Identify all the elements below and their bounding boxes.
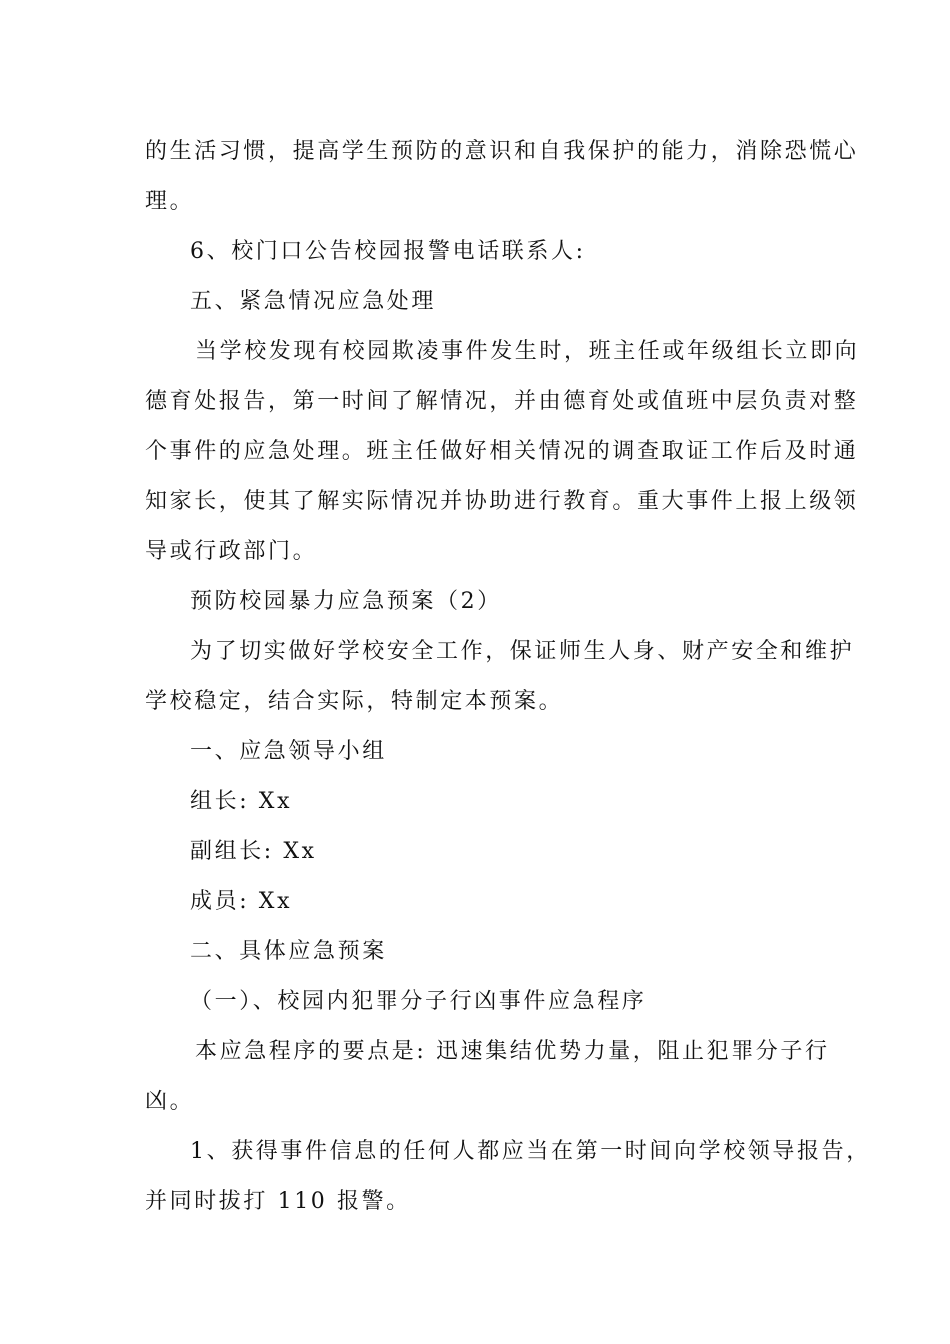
paragraph-line: 学校稳定，结合实际，特制定本预案。 — [145, 689, 564, 714]
section-heading: 五、紧急情况应急处理 — [190, 289, 437, 314]
paragraph-line: 本应急程序的要点是: 迅速集结优势力量，阻止犯罪分子行 — [195, 1039, 830, 1064]
team-leader-line: 组长: Xx — [190, 789, 293, 814]
paragraph-line: 理。 — [145, 189, 195, 214]
section-heading: 一、应急领导小组 — [190, 739, 387, 764]
paragraph-line: 并同时拔打 110 报警。 — [145, 1189, 411, 1214]
list-item: 1、获得事件信息的任何人都应当在第一时间向学校领导报告， — [190, 1139, 871, 1164]
list-item: 6、校门口公告校园报警电话联系人: — [190, 239, 586, 264]
paragraph-line: 凶。 — [145, 1089, 195, 1114]
paragraph-line: 为了切实做好学校安全工作，保证师生人身、财产安全和维护 — [190, 639, 855, 664]
paragraph-line: 当学校发现有校园欺凌事件发生时，班主任或年级组长立即向 — [195, 339, 860, 364]
paragraph-line: 知家长，使其了解实际情况并协助进行教育。重大事件上报上级领 — [145, 489, 859, 514]
paragraph-line: 导或行政部门。 — [145, 539, 318, 564]
document-title: 预防校园暴力应急预案（2） — [190, 589, 502, 614]
paragraph-line: 的生活习惯，提高学生预防的意识和自我保护的能力，消除恐慌心 — [145, 139, 859, 164]
deputy-leader-line: 副组长: Xx — [190, 839, 317, 864]
section-heading: 二、具体应急预案 — [190, 939, 387, 964]
subsection-heading: （一）、校园内犯罪分子行凶事件应急程序 — [190, 989, 647, 1014]
paragraph-line: 德育处报告，第一时间了解情况，并由德育处或值班中层负责对整 — [145, 389, 859, 414]
member-line: 成员: Xx — [190, 889, 293, 914]
paragraph-line: 个事件的应急处理。班主任做好相关情况的调查取证工作后及时通 — [145, 439, 859, 464]
